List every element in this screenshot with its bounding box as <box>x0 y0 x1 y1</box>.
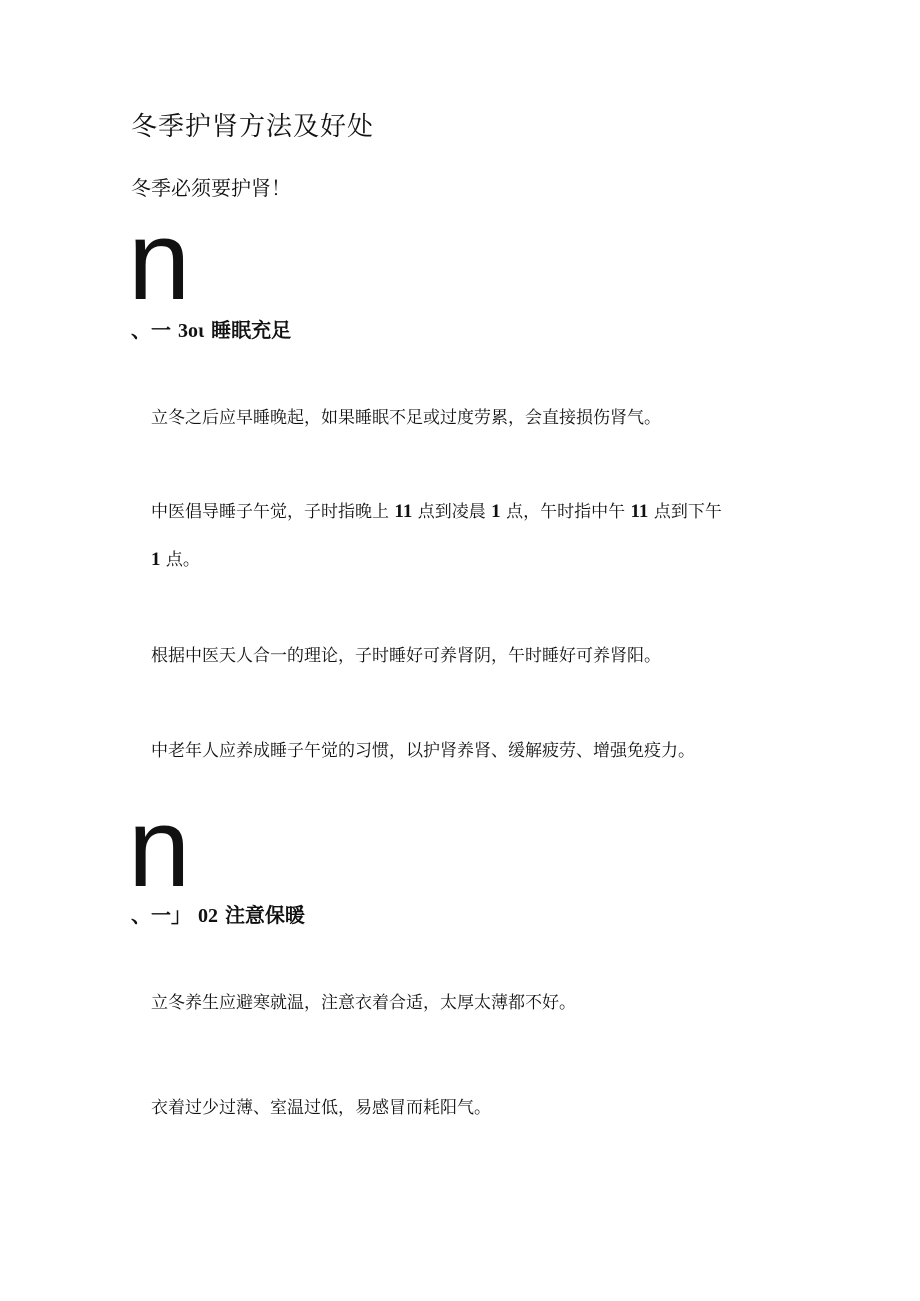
section-2-heading <box>131 899 305 928</box>
paragraph-text: 点到下午 <box>653 502 722 522</box>
paragraph-text: 点，午时指中午 <box>506 502 626 522</box>
paragraph-text: 点到凌晨 <box>417 502 486 522</box>
paragraph-number: 1 <box>491 501 501 522</box>
page-title: 冬季护肾方法及好处 <box>131 112 375 142</box>
paragraph-text: 点。 <box>165 550 200 570</box>
paragraph: 衣着过少过薄、室温过低，易感冒而耗阳气。 <box>151 1098 491 1118</box>
section-1-heading-number: 3oι <box>177 320 205 342</box>
paragraph-number: 1 <box>151 549 161 570</box>
section-1-heading <box>131 314 291 343</box>
paragraph: 根据中医天人合一的理论，子时睡好可养肾阴，午时睡好可养肾阳。 <box>151 646 661 666</box>
section-2-heading-prefix: 、一」 <box>131 903 191 927</box>
paragraph-number: 11 <box>630 501 649 522</box>
section-2-heading-number: 02 <box>197 905 218 927</box>
paragraph: 立冬之后应早睡晚起，如果睡眠不足或过度劳累，会直接损伤肾气。 <box>151 408 661 428</box>
paragraph-number: 11 <box>394 501 413 522</box>
paragraph <box>151 497 722 523</box>
paragraph: 中老年人应养成睡子午觉的习惯，以护肾养肾、缓解疲劳、增强免疫力。 <box>151 741 695 761</box>
section-2-glyph: n <box>128 785 191 910</box>
intro-text: 冬季必须要护肾！ <box>131 176 291 200</box>
section-1-glyph: n <box>128 198 191 323</box>
paragraph-text: 中医倡导睡子午觉，子时指晚上 <box>151 502 389 522</box>
section-2-heading-text: 注意保暖 <box>224 903 305 927</box>
paragraph: 立冬养生应避寒就温，注意衣着合适，太厚太薄都不好。 <box>151 993 576 1013</box>
section-1-heading-prefix: 、一 <box>131 318 171 342</box>
paragraph <box>151 545 200 571</box>
section-1-heading-text: 睡眠充足 <box>211 318 292 342</box>
